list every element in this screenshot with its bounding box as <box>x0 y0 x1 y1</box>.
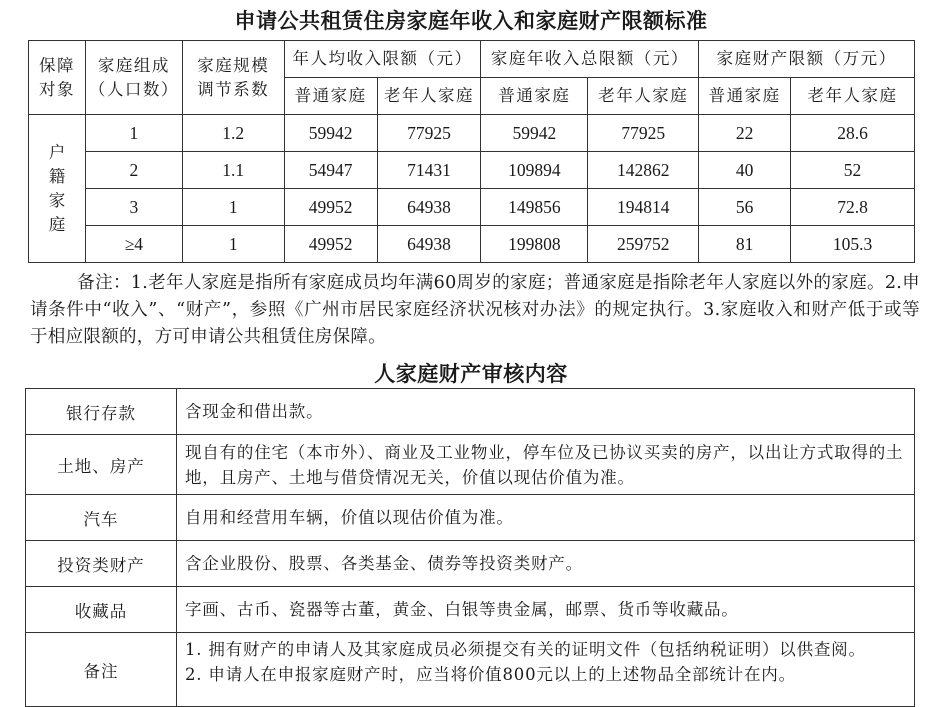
row-label-bank-deposit: 银行存款 <box>26 389 177 435</box>
cell-pc-normal: 49952 <box>284 189 377 226</box>
header-family-line2: （人口数） <box>88 79 179 99</box>
subheader-normal: 普通家庭 <box>284 78 377 115</box>
cell-pc-normal: 49952 <box>284 226 377 263</box>
remark-line: 1. 拥有财产的申请人及其家庭成员必须提交有关的证明文件（包括纳税证明）以供查阅。 <box>185 640 866 659</box>
cell-coef: 1.1 <box>182 152 284 189</box>
cell-size: 2 <box>85 152 182 189</box>
table2-title: 人家庭财产审核内容 <box>374 361 568 386</box>
cell-coef: 1 <box>182 226 284 263</box>
cell-coef: 1.2 <box>182 115 284 152</box>
cell-size: ≥4 <box>85 226 182 263</box>
group-char: 庭 <box>48 214 66 234</box>
remark-line: 2. 申请人在申报家庭财产时，应当将价值800元以上的上述物品全部统计在内。 <box>185 665 796 684</box>
table-row <box>26 389 915 435</box>
subheader-elderly: 老年人家庭 <box>791 78 915 115</box>
row-label-vehicle: 汽车 <box>26 495 177 541</box>
row-content-land-property: 现自有的住宅（本市外）、商业及工业物业，停车位及已协议买卖的房产，以出让方式取得的土地，且房产、土地与借贷情况无关，价值以现估价值为准。 <box>177 435 915 495</box>
header-family-size <box>85 41 182 115</box>
cell-total-normal: 199808 <box>481 226 588 263</box>
row-label-investment: 投资类财产 <box>26 541 177 587</box>
table-row <box>26 435 915 495</box>
table-row <box>26 495 915 541</box>
row-content-collectibles: 字画、古币、瓷器等古董，黄金、白银等贵金属，邮票、货币等收藏品。 <box>177 587 915 633</box>
table-row <box>29 189 915 226</box>
income-asset-limit-table <box>28 40 915 263</box>
cell-pc-normal: 59942 <box>284 115 377 152</box>
cell-pc-elderly: 64938 <box>377 189 481 226</box>
cell-asset-normal: 40 <box>699 152 791 189</box>
cell-pc-normal: 54947 <box>284 152 377 189</box>
header-target-line1: 保障 <box>38 55 75 75</box>
row-content-remarks <box>177 633 915 707</box>
row-label-land-property: 土地、房产 <box>26 435 177 495</box>
table-row <box>29 226 915 263</box>
table-row <box>26 541 915 587</box>
table1-title: 申请公共租赁住房家庭年收入和家庭财产限额标准 <box>234 8 708 33</box>
group-char: 家 <box>48 190 66 210</box>
row-label-collectibles: 收藏品 <box>26 587 177 633</box>
subheader-normal: 普通家庭 <box>481 78 588 115</box>
cell-coef: 1 <box>182 189 284 226</box>
cell-pc-elderly: 71431 <box>377 152 481 189</box>
header-row <box>29 41 915 78</box>
header-coefficient <box>182 41 284 115</box>
header-total-income: 家庭年收入总限额（元） <box>481 41 699 78</box>
table-row <box>29 115 915 152</box>
cell-pc-elderly: 77925 <box>377 115 481 152</box>
subheader-elderly: 老年人家庭 <box>377 78 481 115</box>
table-row <box>26 633 915 707</box>
subheader-elderly: 老年人家庭 <box>588 78 699 115</box>
header-coef-line1: 家庭规模 <box>197 55 270 75</box>
cell-asset-elderly: 105.3 <box>791 226 915 263</box>
header-coef-line2: 调节系数 <box>197 79 270 99</box>
cell-asset-normal: 81 <box>699 226 791 263</box>
cell-asset-elderly: 72.8 <box>791 189 915 226</box>
table-row <box>26 587 915 633</box>
cell-size: 3 <box>85 189 182 226</box>
group-char: 籍 <box>48 166 66 186</box>
group-label-hukou-family <box>29 115 86 263</box>
cell-total-elderly: 194814 <box>588 189 699 226</box>
row-content-investment: 含企业股份、股票、各类基金、债券等投资类财产。 <box>177 541 915 587</box>
group-char: 户 <box>48 142 66 162</box>
cell-total-elderly: 77925 <box>588 115 699 152</box>
header-per-capita: 年人均收入限额（元） <box>284 41 481 78</box>
row-label-remarks: 备注 <box>26 633 177 707</box>
cell-total-normal: 59942 <box>481 115 588 152</box>
cell-total-normal: 109894 <box>481 152 588 189</box>
cell-total-elderly: 259752 <box>588 226 699 263</box>
table-row <box>29 152 915 189</box>
cell-pc-elderly: 64938 <box>377 226 481 263</box>
asset-review-table <box>25 388 915 707</box>
cell-asset-normal: 56 <box>699 189 791 226</box>
header-assets: 家庭财产限额（万元） <box>699 41 915 78</box>
header-family-line1: 家庭组成 <box>97 55 170 75</box>
cell-total-normal: 149856 <box>481 189 588 226</box>
cell-total-elderly: 142862 <box>588 152 699 189</box>
subheader-normal: 普通家庭 <box>699 78 791 115</box>
header-target-line2: 对象 <box>38 79 75 99</box>
cell-asset-elderly: 52 <box>791 152 915 189</box>
table1-note: 备注：1.老年人家庭是指所有家庭成员均年满60周岁的家庭；普通家庭是指除老年人家庭以外的家庭。2.申请条件中“收入”、“财产”，参照《广州市居民家庭经济状况核对办法》的规定执行。3.家庭收入和财产低于或等于相应限额的，方可申请公共租赁住房保障。 <box>30 273 920 347</box>
row-content-bank-deposit: 含现金和借出款。 <box>177 389 915 435</box>
cell-asset-elderly: 28.6 <box>791 115 915 152</box>
cell-asset-normal: 22 <box>699 115 791 152</box>
cell-size: 1 <box>85 115 182 152</box>
header-target <box>29 41 86 115</box>
row-content-vehicle: 自用和经营用车辆，价值以现估价值为准。 <box>177 495 915 541</box>
